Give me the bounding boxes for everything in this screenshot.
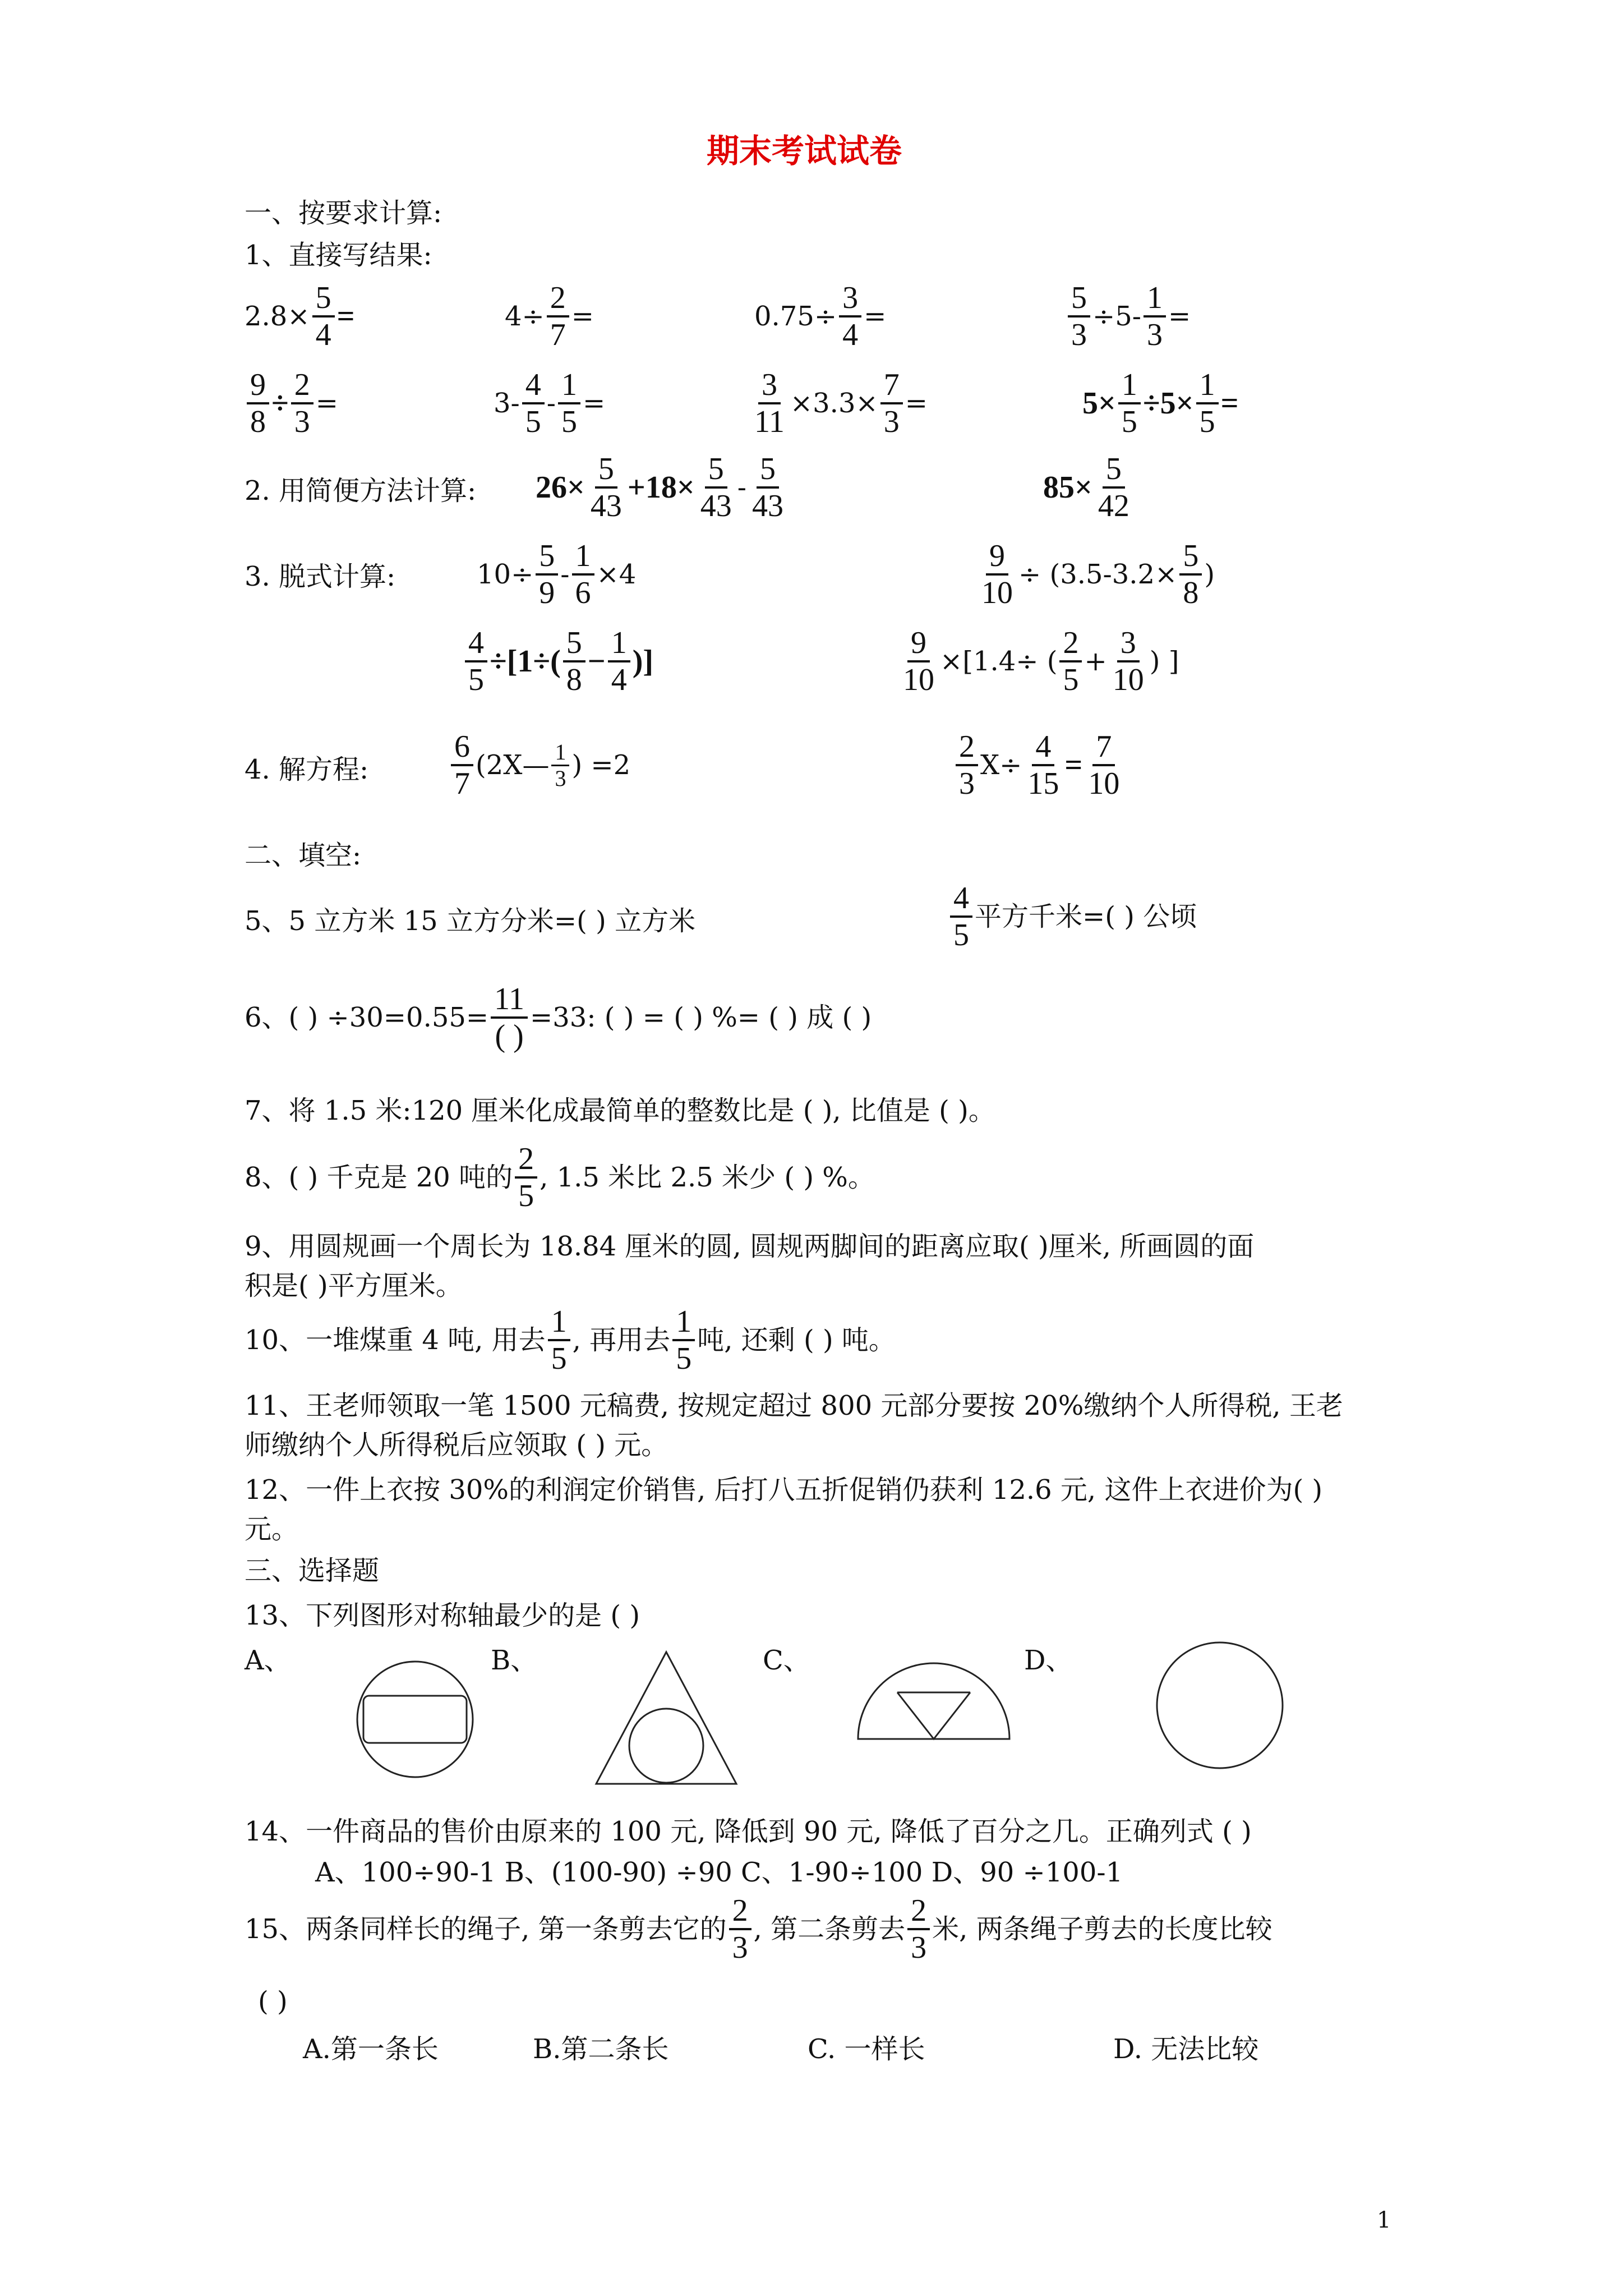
expr-text: 4÷ (505, 301, 545, 332)
page-title: 期末考试试卷 (707, 132, 902, 170)
denominator: 3 (1071, 318, 1087, 352)
fraction (1059, 625, 1082, 697)
denominator: 10 (981, 576, 1013, 610)
numerator: 7 (1092, 729, 1115, 766)
fraction (451, 729, 473, 801)
q14-options: A、100÷90-1 B、(100-90) ÷90 C、1-90÷100 D、90 ÷100-1 (315, 1857, 1123, 1888)
numerator: 2 (291, 367, 313, 404)
denominator: 8 (1183, 576, 1199, 610)
denominator: 10 (1112, 662, 1144, 697)
denominator: 9 (539, 576, 555, 610)
fraction (697, 452, 735, 523)
fraction (880, 367, 903, 439)
fraction (751, 367, 788, 439)
numerator: 1 (608, 625, 630, 662)
fraction (558, 367, 580, 439)
denominator: 4 (315, 318, 331, 352)
q15-answer-blank: ( ) (258, 1986, 288, 2017)
expr-text: = (864, 301, 887, 332)
expr-text: + (1084, 646, 1107, 677)
numerator: 9 (986, 539, 1008, 576)
numerator: 1 (558, 367, 580, 404)
q15-option-c: C. 一样长 (808, 2033, 925, 2065)
fraction (1196, 367, 1219, 439)
q15-option-a: A.第一条长 (303, 2033, 439, 2065)
numerator: 1 (1196, 367, 1219, 404)
denominator: 3 (959, 766, 975, 801)
numerator: 5 (1179, 539, 1202, 576)
numerator: 4 (1032, 729, 1054, 766)
fraction (247, 367, 269, 439)
numerator: 2 (956, 729, 978, 766)
figure-triangle-with-circle (593, 1649, 739, 1787)
fraction (1068, 280, 1090, 352)
numerator: 5 (705, 452, 727, 489)
fraction (1085, 729, 1123, 801)
numerator: 3 (839, 280, 861, 318)
fraction (515, 1142, 537, 1213)
denominator: 5 (676, 1341, 692, 1376)
numerator: 2 (729, 1893, 751, 1930)
q1-item-1 (245, 280, 354, 352)
fraction (839, 280, 861, 352)
fraction (749, 452, 787, 523)
denominator: 5 (1199, 404, 1215, 439)
section-3-heading: 三、选择题 (245, 1555, 380, 1586)
numerator: 5 (1103, 452, 1125, 489)
fraction (672, 1304, 695, 1376)
numerator: 2 (907, 1893, 930, 1930)
fraction (312, 280, 335, 352)
expr-text: 5× (1082, 386, 1116, 421)
fraction (551, 740, 569, 791)
denominator: 3 (1146, 318, 1163, 352)
expr-text: ÷ (3.5-3.2× (1018, 559, 1178, 590)
expr-text: − (587, 644, 606, 679)
fraction (563, 625, 585, 697)
expr-text: = (315, 388, 338, 419)
denominator: 3 (555, 765, 566, 791)
denominator: 10 (903, 662, 934, 697)
numerator: 7 (880, 367, 903, 404)
numerator: 2 (1059, 625, 1082, 662)
fraction (729, 1893, 751, 1965)
q3-expression-a (477, 539, 636, 610)
fraction (536, 539, 558, 610)
denominator: 15 (1027, 766, 1059, 801)
expr-text: = (571, 301, 594, 332)
numerator: 1 (672, 1304, 695, 1341)
numerator: 5 (536, 539, 558, 576)
expr-text: ×[1.4÷ ( (940, 646, 1058, 677)
expr-text: - (560, 559, 570, 590)
q14: 14、一件商品的售价由原来的 100 元, 降低到 90 元, 降低了百分之几。正确列式 ( ) (245, 1816, 1252, 1847)
fraction (950, 881, 972, 953)
q3-label: 3. 脱式计算: (245, 561, 396, 592)
denominator: 3 (911, 1930, 927, 1965)
fraction (1144, 280, 1166, 352)
expr-text: = (1168, 301, 1191, 332)
q3-expression-b (976, 539, 1215, 610)
expr-text: 15、两条同样长的绳子, 第一条剪去它的 (245, 1913, 727, 1945)
expr-text: ) (1204, 559, 1215, 590)
denominator: 7 (454, 766, 470, 801)
numerator: 5 (312, 280, 335, 318)
denominator: 5 (468, 662, 484, 697)
numerator: 6 (451, 729, 473, 766)
numerator: 1 (1118, 367, 1141, 404)
denominator: 4 (842, 318, 859, 352)
fraction (465, 625, 487, 697)
expr-text: - (737, 472, 746, 503)
fraction (1118, 367, 1141, 439)
numerator: 4 (522, 367, 545, 404)
fraction (572, 539, 594, 610)
q12-line-1: 12、一件上衣按 30%的利润定价销售, 后打八五折促销仍获利 12.6 元, 这件上衣进价为( ) (245, 1474, 1323, 1506)
expr-text: 26× (536, 470, 585, 505)
q1-item-3 (754, 280, 886, 352)
q5-part-a: 5、5 立方米 15 立方分米=( ) 立方米 (245, 905, 696, 937)
denominator: 5 (953, 918, 969, 953)
q4-label: 4. 解方程: (245, 754, 369, 785)
numerator: 3 (1117, 625, 1140, 662)
fraction (587, 452, 625, 523)
q2-expression-a (536, 452, 789, 523)
numerator: 1 (551, 740, 569, 766)
q4-equation-a (449, 729, 630, 801)
expr-text: (2X— (476, 749, 550, 781)
numerator: 4 (465, 625, 487, 662)
denominator: 43 (751, 489, 783, 523)
fraction (1024, 729, 1062, 801)
expr-text: ÷[1÷( (490, 644, 561, 679)
numerator: 1 (1144, 280, 1166, 318)
q8 (245, 1142, 875, 1213)
fraction (548, 1304, 570, 1376)
q10 (245, 1304, 896, 1376)
denominator: 3 (294, 404, 310, 439)
fraction (291, 367, 313, 439)
expr-text: 米, 两条绳子剪去的长度比较 (932, 1913, 1272, 1945)
numerator: 5 (595, 452, 617, 489)
numerator: 5 (1068, 280, 1090, 318)
denominator: 8 (250, 404, 266, 439)
q4-equation-b (953, 729, 1125, 801)
expr-text: 吨, 还剩 ( ) 吨。 (697, 1324, 896, 1356)
denominator: 43 (590, 489, 622, 523)
fraction (522, 367, 545, 439)
fraction (1095, 452, 1133, 523)
expr-text: , 1.5 米比 2.5 米少 ( ) %。 (540, 1162, 875, 1193)
figure-circle (1152, 1638, 1287, 1773)
expr-text: 10、一堆煤重 4 吨, 用去 (245, 1324, 546, 1356)
fraction (608, 625, 630, 697)
denominator: 5 (1121, 404, 1137, 439)
q5-part-b (948, 881, 1197, 953)
numerator: 5 (757, 452, 779, 489)
q1-item-7 (749, 367, 928, 439)
denominator: 8 (566, 662, 582, 697)
q3-expression-c (463, 625, 653, 697)
numerator: 1 (572, 539, 594, 576)
expr-text: ÷5- (1092, 301, 1141, 332)
figure-semicircle-with-triangle (855, 1658, 1012, 1742)
expr-text: ) ] (1149, 646, 1179, 677)
numerator: 4 (950, 881, 972, 918)
expr-text: , 第二条剪去 (753, 1913, 906, 1945)
denominator: 5 (518, 1179, 534, 1213)
fraction (978, 539, 1016, 610)
q13-option-c: C、 (763, 1645, 810, 1676)
expr-text: X÷ (980, 749, 1022, 781)
q1-item-5 (245, 367, 338, 439)
denominator: 5 (551, 1341, 567, 1376)
figure-circle-with-rectangle (353, 1658, 477, 1781)
denominator: 3 (732, 1930, 748, 1965)
expr-text: ÷ (271, 386, 289, 421)
expr-text: = (582, 388, 606, 419)
expr-text: 3- (494, 388, 520, 419)
expr-text: = (1064, 748, 1083, 783)
numerator: 9 (247, 367, 269, 404)
expr-text: 2.8× (245, 301, 310, 332)
expr-text: - (546, 388, 556, 419)
expr-text: 6、( ) ÷30=0.55= (245, 1002, 489, 1033)
q1-item-8 (1082, 367, 1239, 439)
expr-text: +18× (627, 470, 695, 505)
expr-text: 平方千米=( ) 公顷 (975, 901, 1197, 932)
expr-text: 0.75÷ (754, 301, 837, 332)
section-1-heading: 一、按要求计算: (245, 197, 442, 229)
fraction (900, 625, 938, 697)
expr-text: ÷5× (1142, 386, 1194, 421)
q15-option-d: D. 无法比较 (1113, 2033, 1259, 2065)
q12-line-2: 元。 (245, 1513, 299, 1545)
denominator: 43 (700, 489, 732, 523)
page-number: 1 (1377, 2207, 1391, 2233)
denominator: 42 (1098, 489, 1129, 523)
expr-text: ×4 (596, 559, 637, 590)
expr-text: )] (632, 644, 653, 679)
numerator: 1 (548, 1304, 570, 1341)
numerator: 11 (491, 982, 528, 1019)
fraction (1179, 539, 1202, 610)
numerator: 2 (547, 280, 569, 318)
expr-text: , 再用去 (572, 1324, 671, 1356)
q6 (245, 982, 872, 1053)
denominator: 6 (575, 576, 591, 610)
denominator: 11 (754, 404, 785, 439)
fraction (907, 1893, 930, 1965)
expr-text: = (905, 388, 928, 419)
expr-text: 8、( ) 千克是 20 吨的 (245, 1162, 513, 1193)
numerator: 2 (515, 1142, 537, 1179)
denominator: 5 (561, 404, 577, 439)
q1-item-6 (494, 367, 605, 439)
expr-text: 85× (1043, 470, 1092, 505)
q3-expression-d (897, 625, 1179, 697)
q13-option-d: D、 (1024, 1645, 1073, 1676)
section-2-heading: 二、填空: (245, 840, 362, 871)
fraction (956, 729, 978, 801)
numerator: 5 (563, 625, 585, 662)
q11-line-2: 师缴纳个人所得税后应领取 ( ) 元。 (245, 1429, 668, 1461)
expr-text: = (336, 299, 355, 334)
expr-text: ×3.3× (790, 388, 878, 419)
denominator: 7 (550, 318, 566, 352)
denominator: ( ) (495, 1019, 524, 1053)
q9-line-1: 9、用圆规画一个周长为 18.84 厘米的圆, 圆规两脚间的距离应取( )厘米, 所画圆的面 (245, 1231, 1255, 1262)
numerator: 3 (758, 367, 781, 404)
q7: 7、将 1.5 米:120 厘米化成最简单的整数比是 ( ), 比值是 ( )。 (245, 1095, 995, 1126)
expr-text: =33: ( ) = ( ) %= ( ) 成 ( ) (530, 1002, 872, 1033)
q2-label: 2. 用简便方法计算: (245, 475, 477, 507)
denominator: 4 (611, 662, 627, 697)
q1-label: 1、直接写结果: (245, 240, 432, 271)
denominator: 5 (525, 404, 541, 439)
q11-line-1: 11、王老师领取一笔 1500 元稿费, 按规定超过 800 元部分要按 20%缴纳个人所得税, 王老 (245, 1390, 1343, 1421)
denominator: 10 (1088, 766, 1120, 801)
q13-option-b: B、 (491, 1645, 538, 1676)
fraction (547, 280, 569, 352)
expr-text: 10÷ (477, 559, 534, 590)
q1-item-2 (505, 280, 594, 352)
numerator: 9 (907, 625, 930, 662)
q9-line-2: 积是( )平方厘米。 (245, 1270, 463, 1301)
fraction (491, 982, 528, 1053)
q13: 13、下列图形对称轴最少的是 ( ) (245, 1600, 640, 1631)
denominator: 3 (883, 404, 900, 439)
fraction (1109, 625, 1147, 697)
denominator: 5 (1063, 662, 1079, 697)
expr-text: = (1220, 386, 1239, 421)
q13-option-a: A、 (245, 1645, 291, 1676)
q1-item-4 (1066, 280, 1191, 352)
q15-option-b: B.第二条长 (533, 2033, 669, 2065)
expr-text: ) =2 (571, 749, 631, 781)
q2-expression-b (1043, 452, 1135, 523)
q15 (245, 1893, 1272, 1965)
